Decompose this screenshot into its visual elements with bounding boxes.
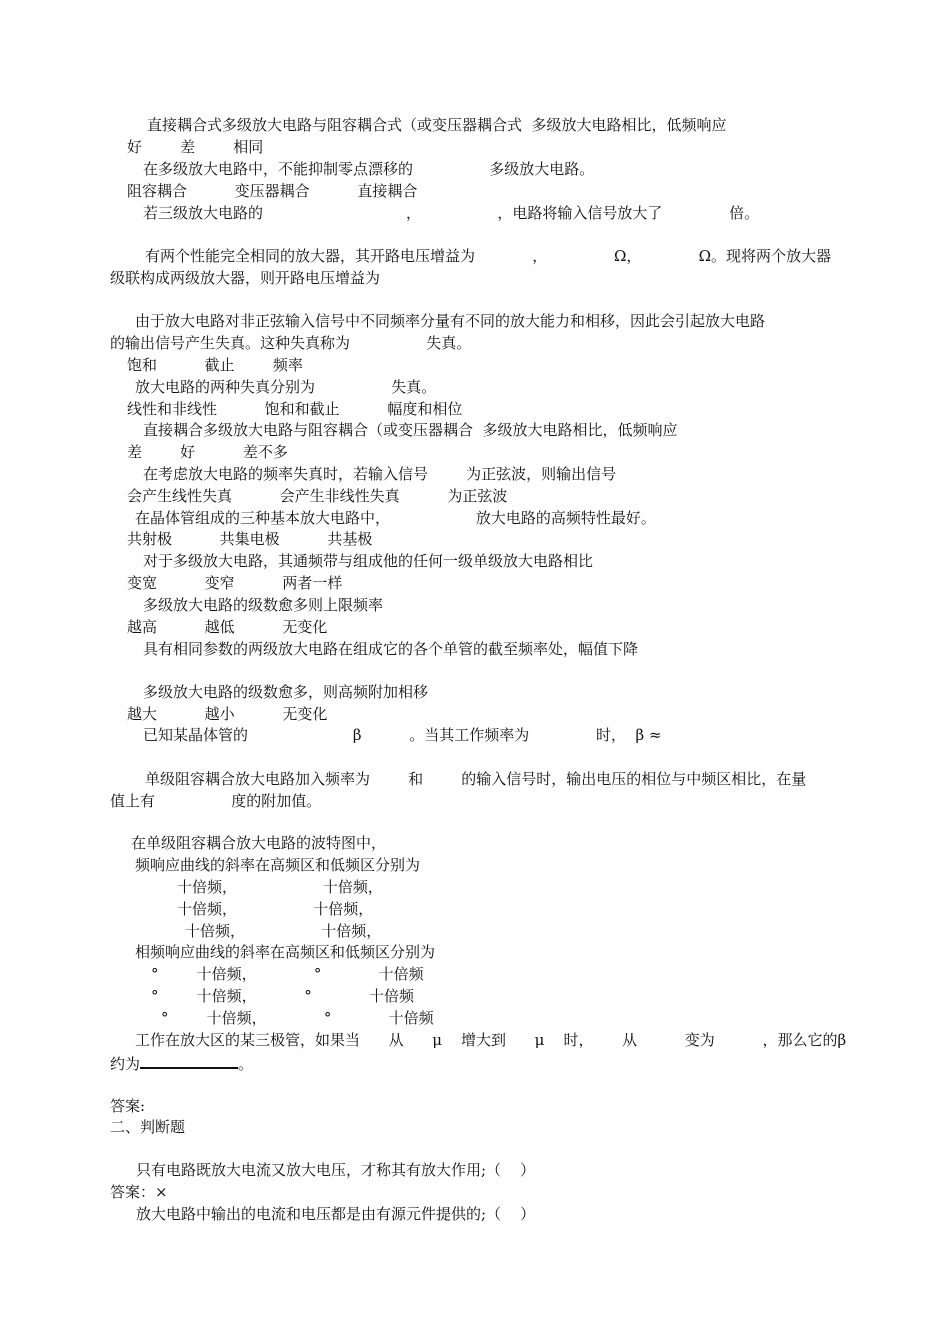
answer-option: 十倍频， 十倍频，: [185, 922, 382, 940]
question-text: 在晶体管组成的三种基本放大电路中， 放大电路的高频特性最好。: [135, 509, 656, 527]
answer-option: ° 十倍频， ° 十倍频: [161, 1009, 434, 1027]
question-text-cont: 级联构成两级放大器，则开路电压增益为: [110, 269, 381, 287]
answer-option: ° 十倍频， ° 十倍频: [151, 987, 415, 1005]
sub-question-text: 频响应曲线的斜率在高频区和低频区分别为: [135, 856, 421, 874]
question-text: 在考虑放大电路的频率失真时，若输入信号 为正弦波，则输出信号: [143, 465, 617, 483]
answer-options: 好 差 相同: [127, 138, 264, 156]
answer-options: 阻容耦合 变压器耦合 直接耦合: [127, 182, 418, 200]
question-text: 具有相同参数的两级放大电路在组成它的各个单管的截至频率处，幅值下降: [143, 640, 639, 658]
answer-options: 共射极 共集电极 共基极: [127, 530, 373, 548]
answer-options: 线性和非线性 饱和和截止 幅度和相位: [127, 400, 463, 418]
question-text: 工作在放大区的某三极管，如果当 从 μ 增大到 μ 时， 从 变为 ，那么它的β: [135, 1031, 847, 1049]
answer-option: 十倍频， 十倍频，: [177, 900, 374, 918]
question-text: 若三级放大电路的 ， ，电路将输入信号放大了 倍。: [143, 204, 760, 222]
sub-question-text: 相频响应曲线的斜率在高频区和低频区分别为: [135, 943, 436, 961]
question-text: 放大电路中输出的电流和电压都是由有源元件提供的;（ ）: [136, 1205, 536, 1223]
question-text-cont: 值上有 度的附加值。: [110, 792, 322, 810]
question-text: 由于放大电路对非正弦输入信号中不同频率分量有不同的放大能力和相移，因此会引起放大电路: [135, 312, 766, 330]
question-text-cont: [110, 1053, 253, 1074]
question-text-cont: 的输出信号产生失真。这种失真称为 失真。: [110, 334, 472, 352]
answer-blank: [140, 1053, 238, 1069]
answer-options: 变宽 变窄 两者一样: [127, 574, 343, 592]
answer-option: 十倍频， 十倍频，: [177, 878, 383, 896]
answer-option: ° 十倍频， ° 十倍频: [151, 965, 424, 983]
question-text: 多级放大电路的级数愈多，则高频附加相移: [143, 683, 429, 701]
question-text: 在多级放大电路中，不能抑制零点漂移的 多级放大电路。: [143, 160, 595, 178]
answer-options: 差 好 差不多: [127, 443, 288, 461]
question-text: 在单级阻容耦合放大电路的波特图中，: [131, 834, 387, 852]
answer-label: 答案:: [110, 1097, 146, 1115]
question-text: 对于多级放大电路，其通频带与组成他的任何一级单级放大电路相比: [143, 552, 594, 570]
question-text: 单级阻容耦合放大电路加入频率为 和 的输入信号时，输出电压的相位与中频区相比，在量: [145, 770, 807, 788]
answer-label: 答案：×: [110, 1183, 168, 1201]
question-text: 已知某晶体管的 β 。当其工作频率为 时， β ≈: [143, 726, 662, 744]
question-text-lead: 约为: [110, 1055, 141, 1073]
question-text: 直接耦合多级放大电路与阻容耦合（或变压器耦合 多级放大电路相比，低频响应: [143, 421, 678, 439]
section-heading: 二、判断题: [110, 1118, 186, 1136]
answer-options: 会产生线性失真 会产生非线性失真 为正弦波: [127, 487, 508, 505]
question-text: 只有电路既放大电流又放大电压，才称其有放大作用;（ ）: [136, 1161, 536, 1179]
question-text: 有两个性能完全相同的放大器，其开路电压增益为 ， Ω， Ω。现将两个放大器: [145, 247, 832, 265]
answer-options: 越大 越小 无变化: [127, 705, 328, 723]
question-text: 直接耦合式多级放大电路与阻容耦合式（或变压器耦合式 多级放大电路相比，低频响应: [147, 116, 727, 134]
question-text: 放大电路的两种失真分别为 失真。: [135, 378, 437, 396]
question-text-tail: 。: [238, 1055, 254, 1073]
answer-options: 越高 越低 无变化: [127, 618, 328, 636]
question-text: 多级放大电路的级数愈多则上限频率: [143, 596, 384, 614]
answer-options: 饱和 截止 频率: [127, 356, 303, 374]
